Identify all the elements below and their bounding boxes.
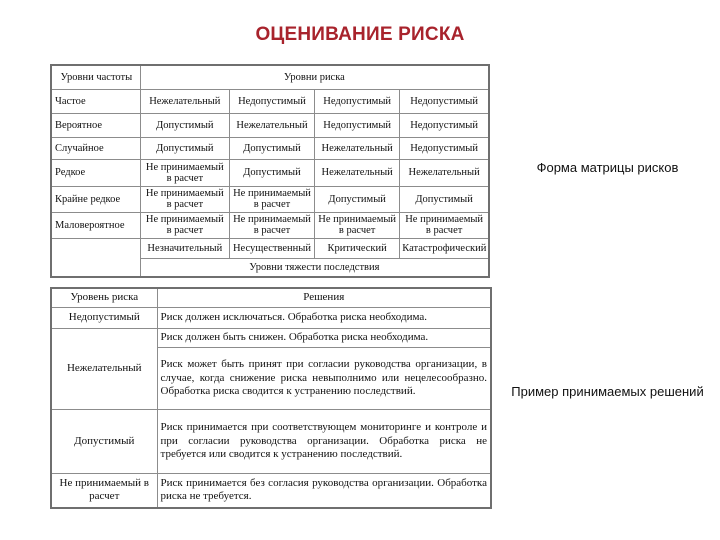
- risk-cell: Не принимаемый в расчет: [315, 212, 400, 238]
- risk-cell: Недопустимый: [315, 113, 400, 137]
- risk-level: Не принимаемый в расчет: [51, 474, 157, 508]
- risk-cell: Недопустимый: [400, 137, 489, 159]
- severity-label: Незначительный: [140, 238, 229, 258]
- risk-cell: Нежелательный: [315, 137, 400, 159]
- decision-row: [51, 308, 491, 329]
- matrix-header-row: [51, 65, 489, 89]
- risk-cell: Нежелательный: [229, 113, 314, 137]
- decisions-caption: Пример принимаемых решений: [511, 384, 704, 399]
- blank-cell: [51, 258, 140, 277]
- decision-row: [51, 474, 491, 508]
- risk-level: Допустимый: [51, 410, 157, 474]
- risk-cell: Не принимаемый в расчет: [229, 186, 314, 212]
- slide-title: ОЦЕНИВАНИЕ РИСКА: [255, 24, 465, 45]
- decision-text: Риск должен исключаться. Обработка риска необходима.: [157, 308, 491, 329]
- matrix-row: [51, 113, 489, 137]
- freq-header: Уровни частоты: [51, 65, 140, 89]
- risk-cell: Допустимый: [229, 137, 314, 159]
- risk-cell: Допустимый: [140, 137, 229, 159]
- decision-text: Риск принимается без согласия руководства организации. Обработка риска не требуется.: [157, 474, 491, 508]
- decision-row: [51, 329, 491, 348]
- risk-cell: Допустимый: [229, 159, 314, 186]
- risk-cell: Недопустимый: [400, 113, 489, 137]
- risk-cell: Нежелательный: [400, 159, 489, 186]
- severity-header: Уровни тяжести последствия: [140, 258, 489, 277]
- risk-cell: Допустимый: [400, 186, 489, 212]
- decision-row: [51, 410, 491, 474]
- risk-cell: Недопустимый: [400, 89, 489, 113]
- risk-levels-header: Уровни риска: [140, 65, 489, 89]
- risk-cell: Не принимаемый в расчет: [140, 212, 229, 238]
- severity-row: [51, 238, 489, 258]
- blank-cell: [51, 238, 140, 258]
- matrix-row: [51, 89, 489, 113]
- decision-header: Решения: [157, 288, 491, 308]
- matrix-caption: Форма матрицы рисков: [536, 160, 679, 175]
- risk-cell: Допустимый: [140, 113, 229, 137]
- level-header: Уровень риска: [51, 288, 157, 308]
- matrix-row: [51, 159, 489, 186]
- decision-text: Риск принимается при соответствующем мониторинге и контроле и при согласии руководства организации. Обработка риска не требуется или сводится к устранению последствий.: [157, 410, 491, 474]
- severity-header-row: [51, 258, 489, 277]
- risk-cell: Допустимый: [315, 186, 400, 212]
- decisions-header-row: [51, 288, 491, 308]
- risk-cell: Недопустимый: [229, 89, 314, 113]
- risk-cell: Не принимаемый в расчет: [140, 159, 229, 186]
- freq-label: Случайное: [51, 137, 140, 159]
- freq-label: Крайне редкое: [51, 186, 140, 212]
- decision-text: Риск должен быть снижен. Обработка риска необходима.: [157, 329, 491, 348]
- freq-label: Маловероятное: [51, 212, 140, 238]
- matrix-row: [51, 212, 489, 238]
- risk-cell: Нежелательный: [315, 159, 400, 186]
- risk-level: Нежелательный: [51, 329, 157, 410]
- risk-cell: Не принимаемый в расчет: [140, 186, 229, 212]
- decision-text: Риск может быть принят при согласии руководства организации, в случае, когда снижение риска невыполнимо или нецелесообразно. Обработка риска сводится к устранению последствий.: [157, 348, 491, 410]
- freq-label: Вероятное: [51, 113, 140, 137]
- matrix-row: [51, 186, 489, 212]
- matrix-row: [51, 137, 489, 159]
- risk-cell: Недопустимый: [315, 89, 400, 113]
- freq-label: Редкое: [51, 159, 140, 186]
- risk-decisions-table: [50, 287, 492, 509]
- risk-cell: Нежелательный: [140, 89, 229, 113]
- risk-cell: Не принимаемый в расчет: [229, 212, 314, 238]
- severity-label: Несущественный: [229, 238, 314, 258]
- freq-label: Частое: [51, 89, 140, 113]
- risk-level: Недопустимый: [51, 308, 157, 329]
- severity-label: Катастрофический: [400, 238, 489, 258]
- risk-cell: Не принимаемый в расчет: [400, 212, 489, 238]
- risk-matrix-table: [50, 64, 490, 278]
- severity-label: Критический: [315, 238, 400, 258]
